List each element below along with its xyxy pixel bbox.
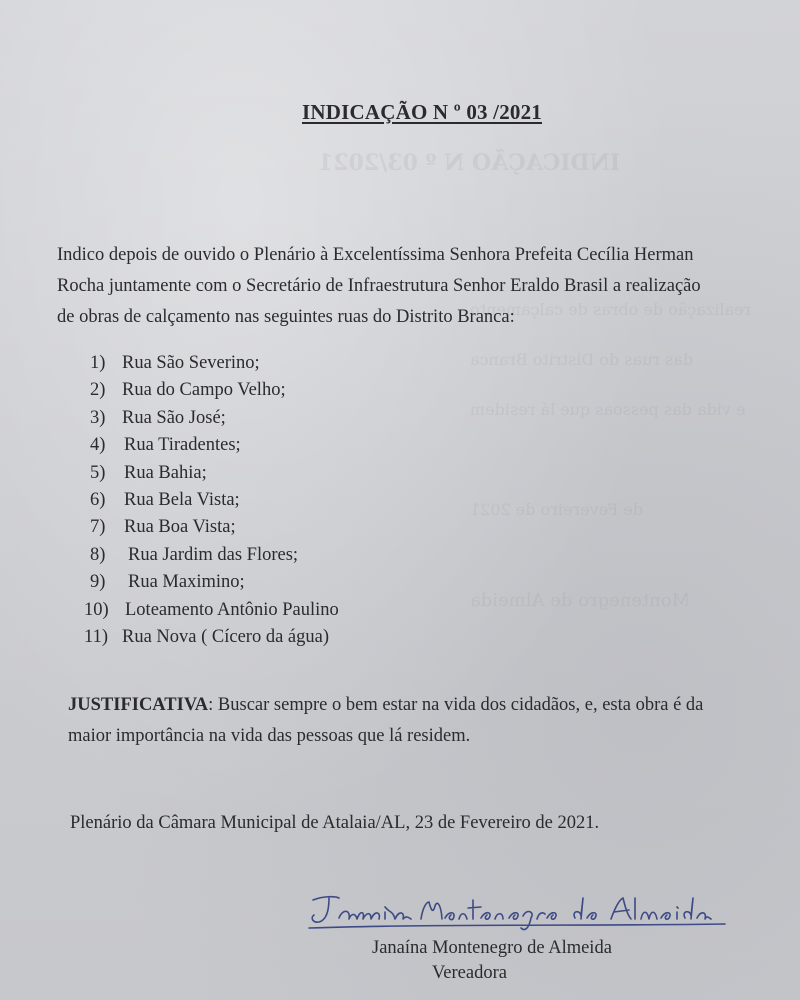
list-item-number: 5) (90, 462, 106, 483)
list-item-name: Rua São Severino; (122, 353, 260, 373)
list-item (90, 350, 339, 377)
body-line: Indico depois de ouvido o Plenário à Excelentíssima Senhora Prefeita Cecília Herman (57, 245, 694, 265)
show-through-shadow: e vida das pessoas que lá residem (470, 400, 746, 419)
list-item-number: 11) (84, 626, 108, 647)
street-list (84, 350, 339, 651)
list-item-name: Rua São José; (122, 407, 226, 428)
list-item (90, 487, 339, 514)
list-item-name: Rua Maximino; (128, 572, 245, 593)
list-item-name: Loteamento Antônio Paulino (125, 599, 339, 620)
list-item (84, 624, 339, 651)
list-item-number: 6) (90, 489, 106, 510)
justification-text: : Buscar sempre o bem estar na vida dos cidadãos, e, esta obra é da (208, 695, 704, 715)
list-item-number: 10) (84, 599, 109, 620)
list-item-name: Rua Nova ( Cícero da água) (122, 626, 330, 647)
show-through-shadow: de Fevereiro de 2021 (470, 500, 644, 519)
list-item-name: Rua do Campo Velho; (122, 380, 286, 401)
list-item (90, 460, 339, 487)
list-item (90, 514, 339, 541)
list-item-name: Rua Jardim das Flores; (128, 544, 299, 565)
list-item (90, 405, 339, 432)
list-item-name: Rua Bahia; (124, 462, 207, 483)
list-item (90, 569, 339, 596)
show-through-shadow: das ruas do Distrito Branca (470, 350, 694, 369)
list-item-name: Rua Boa Vista; (124, 517, 236, 538)
list-item (90, 432, 339, 459)
justification-label: JUSTIFICATIVA (68, 695, 209, 715)
list-item (90, 377, 339, 404)
signer-name: Janaína Montenegro de Almeida (372, 938, 612, 958)
list-item-number: 1) (90, 353, 106, 373)
list-item-number: 4) (90, 435, 106, 456)
show-through-shadow: realização de obras de calçamento (470, 300, 752, 319)
list-item-number: 2) (90, 380, 106, 401)
list-item (84, 597, 339, 624)
list-item-name: Rua Bela Vista; (124, 489, 240, 510)
show-through-shadow: Montenegro de Almeida (470, 590, 691, 611)
handwritten-signature (305, 888, 735, 938)
document-title: INDICAÇÃO N º 03 /2021 (302, 100, 543, 124)
body-line: Rocha juntamente com o Secretário de Infraestrutura Senhor Eraldo Brasil a realização (57, 276, 701, 296)
justification-line: maior importância na vida das pessoas que lá residem. (68, 726, 471, 746)
list-item-number: 7) (90, 517, 106, 538)
justification-line (68, 690, 793, 721)
body-line: de obras de calçamento nas seguintes ruas do Distrito Branca: (57, 307, 515, 327)
signer-role: Vereadora (432, 963, 507, 983)
list-item-number: 3) (90, 407, 106, 428)
justification (68, 690, 793, 752)
show-through-shadow: INDICAÇÃO N º 03/2021 (318, 150, 621, 176)
list-item-number: 9) (90, 572, 106, 593)
list-item-name: Rua Tiradentes; (124, 435, 241, 456)
list-item (90, 542, 339, 569)
place-date: Plenário da Câmara Municipal de Atalaia/AL, 23 de Fevereiro de 2021. (70, 813, 600, 833)
list-item-number: 8) (90, 544, 106, 565)
indication-body (57, 240, 797, 333)
